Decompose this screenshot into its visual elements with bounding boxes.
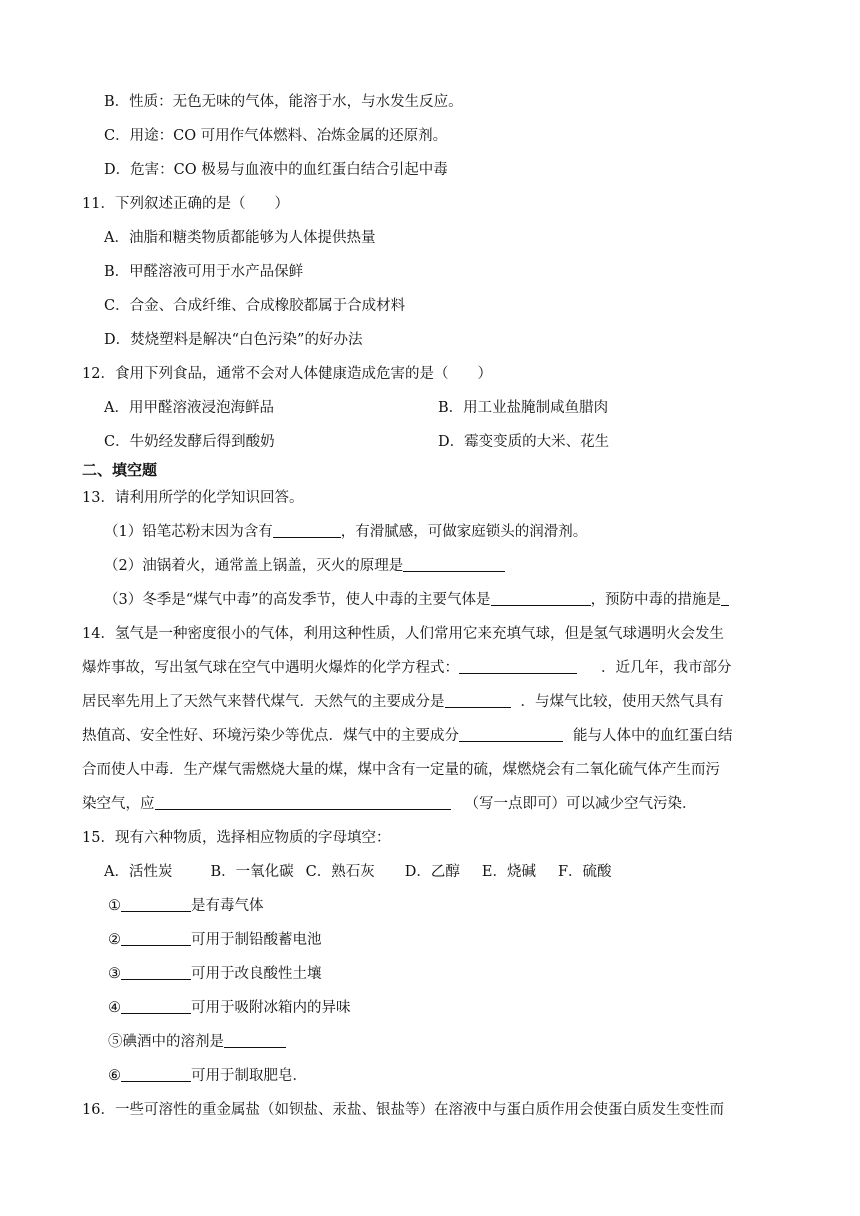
answer-blank[interactable] [403,556,505,572]
q12-option-a: A．用甲醛溶液浸泡海鲜品 [104,400,274,416]
answer-blank[interactable] [459,726,563,742]
answer-blank[interactable] [459,658,577,674]
q11-option-c: C．合金、合成纤维、合成橡胶都属于合成材料 [104,298,406,314]
answer-blank[interactable] [121,998,191,1014]
answer-blank[interactable] [721,590,729,606]
q10-option-b: B．性质：无色无味的气体，能溶于水，与水发生反应。 [104,94,463,110]
q15-option: A．活性炭 [104,864,173,880]
q13-part-3: （3）冬季是“煤气中毒”的高发季节，使人中毒的主要气体是 ，预防中毒的措施是 [104,590,729,610]
q11-option-d: D．焚烧塑料是解决“白色污染”的好办法 [104,332,363,348]
q15-item-1: ① 是有毒气体 [108,898,264,914]
q15-option: C．熟石灰 [305,864,375,880]
q16-line-1: 16．一些可溶性的重金属盐（如钡盐、汞盐、银盐等）在溶液中与蛋白质作用会使蛋白质发生变性而 [82,1102,724,1118]
answer-blank[interactable] [273,522,341,538]
q10-option-d: D．危害：CO 极易与血液中的血红蛋白结合引起中毒 [104,162,448,178]
q15-item-5: ⑤碘酒中的溶剂是 [108,1032,286,1052]
q11-option-a: A．油脂和糖类物质都能够为人体提供热量 [104,230,376,246]
q15-option: D．乙醇 [404,864,460,880]
answer-blank[interactable] [121,1066,191,1082]
q15-option: E．烧碱 [481,864,536,880]
q15-stem: 15．现有六种物质，选择相应物质的字母填空： [82,830,391,846]
answer-blank[interactable] [121,964,191,980]
q12-option-b: B．用工业盐腌制咸鱼腊肉 [438,400,609,416]
q11-option-b: B．甲醛溶液可用于水产品保鲜 [104,264,304,280]
q13-part-1: （1）铅笔芯粉末因为含有 ，有滑腻感，可做家庭锁头的润滑剂。 [104,524,588,540]
section-title: 二、填空题 [82,461,158,479]
q12-stem: 12．食用下列食品，通常不会对人体健康造成危害的是（ ） [82,366,492,382]
answer-blank[interactable] [155,794,451,810]
q15-item-2: ② 可用于制铅酸蓄电池 [108,932,322,948]
q12-option-c: C．牛奶经发酵后得到酸奶 [104,434,275,450]
q12-option-d: D．霉变变质的大米、花生 [438,434,610,450]
q14-line-2: 爆炸事故，写出氢气球在空气中遇明火爆炸的化学方程式： ．近几年，我市部分 [82,660,732,676]
q15-item-3: ③ 可用于改良酸性土壤 [108,966,322,982]
q13-part-2: （2）油锅着火，通常盖上锅盖，灭火的原理是 [104,556,505,576]
q14-line-3: 居民率先用上了天然气来替代煤气．天然气的主要成分是 ．与煤气比较，使用天然气具有 [82,694,724,710]
q14-line-5: 合而使人中毒．生产煤气需燃烧大量的煤，煤中含有一定量的硫，煤燃烧会有二氧化硫气体产生而污 [82,762,720,778]
answer-blank[interactable] [224,1032,286,1048]
q15-item-4: ④ 可用于吸附冰箱内的异味 [108,1000,351,1016]
q15-item-6: ⑥ 可用于制取肥皂． [108,1068,307,1084]
answer-blank[interactable] [491,590,591,606]
q11-stem: 11．下列叙述正确的是（ ） [82,196,289,212]
answer-blank[interactable] [445,692,511,708]
q10-option-c: C．用途：CO 可用作气体燃料、冶炼金属的还原剂。 [104,128,448,144]
q14-line-6: 染空气，应 （写一点即可）可以减少空气污染． [82,796,697,812]
q15-option: F．硫酸 [557,864,612,880]
q13-stem: 13．请利用所学的化学知识回答。 [82,490,304,506]
answer-blank[interactable] [121,896,191,912]
answer-blank[interactable] [121,930,191,946]
q15-option: B．一氧化碳 [210,864,294,880]
q14-line-4: 热值高、安全性好、环境污染少等优点．煤气中的主要成分 能与人体中的血红蛋白结 [82,728,733,744]
q15-options [104,862,638,882]
q14-line-1: 14．氢气是一种密度很小的气体，利用这种性质，人们常用它来充填气球，但是氢气球遇明火会发生 [82,626,724,642]
